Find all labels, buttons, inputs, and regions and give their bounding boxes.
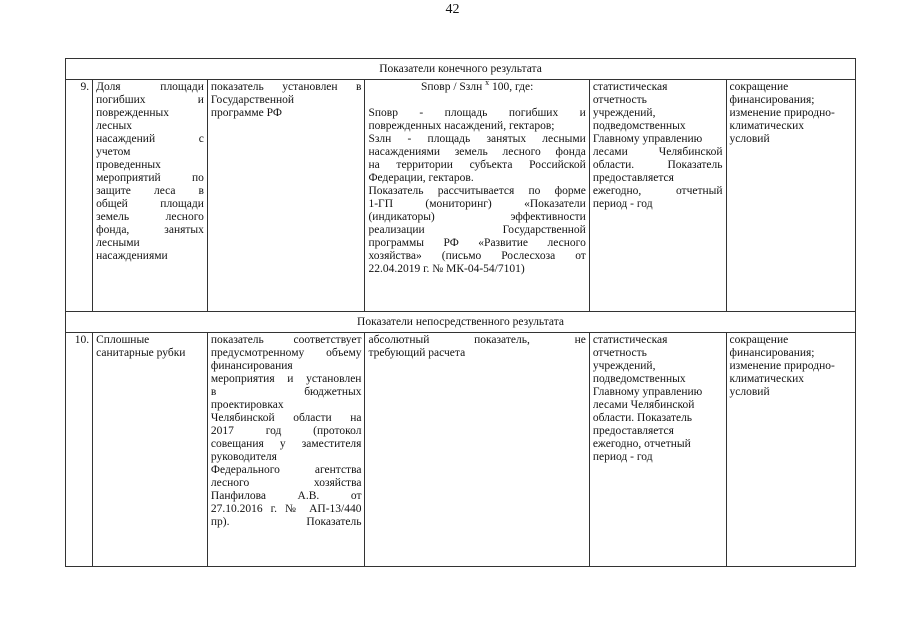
formula-right: 100, где: — [489, 81, 534, 93]
text-line: предусмотренному объему — [210, 347, 362, 359]
calculation-method-cell — [365, 80, 589, 312]
text-line: ежегодно, отчетный — [592, 185, 723, 197]
text-line: финансирования; — [729, 94, 815, 106]
text-line: земель лесного — [96, 211, 204, 223]
text-line: период - год — [592, 198, 653, 210]
text-line: санитарные рубки — [96, 347, 186, 359]
text-line: программе РФ — [210, 107, 282, 119]
text-line: изменение природно- — [729, 107, 835, 119]
text-line: Доля площади — [96, 81, 204, 93]
text-line: Показатель рассчитывается по форме — [368, 185, 586, 197]
row-number: 9. — [66, 80, 93, 312]
text-line: статистическая — [592, 334, 668, 346]
formula-multiply: x — [485, 79, 490, 88]
text-line: проектировках — [210, 399, 284, 411]
spacer — [368, 94, 585, 107]
section-title-direct: Показатели непосредственного результата — [66, 312, 856, 333]
indicator-basis-cell — [207, 333, 365, 567]
indicator-name-cell — [93, 80, 208, 312]
text-line: погибших и — [96, 94, 204, 106]
text-line: области. Показатель — [592, 412, 693, 424]
text-line: поврежденных насаждений, гектаров; — [368, 120, 555, 132]
text-line: в бюджетных — [210, 386, 362, 398]
text-line: мероприятий по — [96, 172, 204, 184]
text-line: реализации Государственной — [368, 224, 586, 236]
text-line: подведомственных — [592, 120, 686, 132]
text-line: требующий расчета — [368, 347, 466, 359]
text-line: на территории субъекта Российской — [368, 159, 586, 171]
text-line: сокращение — [729, 334, 789, 346]
text-line: 27.10.2016 г. № АП-13/440 — [210, 503, 362, 515]
text-line: проведенных — [96, 159, 161, 171]
text-line: показатель установлен в — [210, 81, 362, 93]
text-line: Сплошные — [96, 334, 150, 346]
text-line: программы РФ «Развитие лесного — [368, 237, 586, 249]
row-number: 10. — [66, 333, 93, 567]
text-line: пр). Показатель — [210, 516, 362, 528]
text-line: насаждениями — [96, 250, 168, 262]
text-line: сокращение — [729, 81, 789, 93]
text-line: предоставляется — [592, 172, 674, 184]
text-line: ежегодно, отчетный — [592, 438, 691, 450]
section-title-final: Показатели конечного результата — [66, 59, 856, 80]
text-line: фонда, занятых — [96, 224, 204, 236]
text-line: лесных — [96, 120, 132, 132]
text-line: финансирования; — [729, 347, 815, 359]
table-row — [66, 333, 856, 567]
text-line: подведомственных — [592, 373, 686, 385]
text-line: 22.04.2019 г. № МК-04-54/7101) — [368, 263, 525, 275]
indicator-name-cell — [93, 333, 208, 567]
table-row — [66, 80, 856, 312]
text-line: поврежденных — [96, 107, 169, 119]
text-line: изменение природно- — [729, 360, 835, 372]
text-line: (индикаторы) эффективности — [368, 211, 586, 223]
text-line: 1-ГП (мониторинг) «Показатели — [368, 198, 586, 210]
data-source-cell — [589, 333, 726, 567]
text-line: хозяйства» (письмо Рослесхоза от — [368, 250, 586, 262]
text-line: Челябинской области на — [210, 412, 362, 424]
page-number: 42 — [445, 2, 460, 17]
text-line: условий — [729, 386, 770, 398]
text-line: лесами Челябинской — [592, 399, 695, 411]
section-header-final — [66, 59, 856, 80]
text-line: отчетность — [592, 347, 647, 359]
text-line: климатических — [729, 373, 804, 385]
indicator-table — [65, 58, 856, 567]
text-line: Федерации, гектаров. — [368, 172, 474, 184]
text-line: Государственной — [210, 94, 295, 106]
text-line: 2017 год (протокол — [210, 425, 362, 437]
text-line: учреждений, — [592, 107, 656, 119]
text-line: насаждениями земель лесного фонда — [368, 146, 586, 158]
text-line: Sповр - площадь погибших и — [368, 107, 586, 119]
text-line: Главному управлению — [592, 133, 703, 145]
formula — [368, 81, 585, 94]
formula-left: Sповр / Sзлн — [420, 81, 486, 93]
text-line: защите леса в — [96, 185, 204, 197]
text-line: Федерального агентства — [210, 464, 362, 476]
text-line: Sзлн - площадь занятых лесными — [368, 133, 586, 145]
text-line: мероприятия и установлен — [210, 373, 362, 385]
text-line: период - год — [592, 451, 653, 463]
text-line: насаждений с — [96, 133, 204, 145]
text-line: Панфилова А.В. от — [210, 490, 362, 502]
text-line: лесными — [96, 237, 140, 249]
indicator-basis-cell — [207, 80, 365, 312]
risk-factors-cell — [726, 333, 855, 567]
calculation-method-cell — [365, 333, 589, 567]
text-line: учетом — [96, 146, 131, 158]
text-line: учреждений, — [592, 360, 656, 372]
text-line: совещания у заместителя — [210, 438, 362, 450]
text-line: лесами Челябинской — [592, 146, 723, 158]
risk-factors-cell — [726, 80, 855, 312]
text-line: статистическая — [592, 81, 668, 93]
text-line: абсолютный показатель, не — [368, 334, 586, 346]
data-source-cell — [589, 80, 726, 312]
text-line: Главному управлению — [592, 386, 703, 398]
text-line: финансирования — [210, 360, 293, 372]
text-line: предоставляется — [592, 425, 674, 437]
text-line: климатических — [729, 120, 804, 132]
text-line: условий — [729, 133, 770, 145]
text-line: лесного хозяйства — [210, 477, 362, 489]
text-line: руководителя — [210, 451, 277, 463]
text-line: общей площади — [96, 198, 204, 210]
text-line: отчетность — [592, 94, 647, 106]
text-line: показатель соответствует — [210, 334, 362, 346]
text-line: области. Показатель — [592, 159, 723, 171]
section-header-direct — [66, 312, 856, 333]
